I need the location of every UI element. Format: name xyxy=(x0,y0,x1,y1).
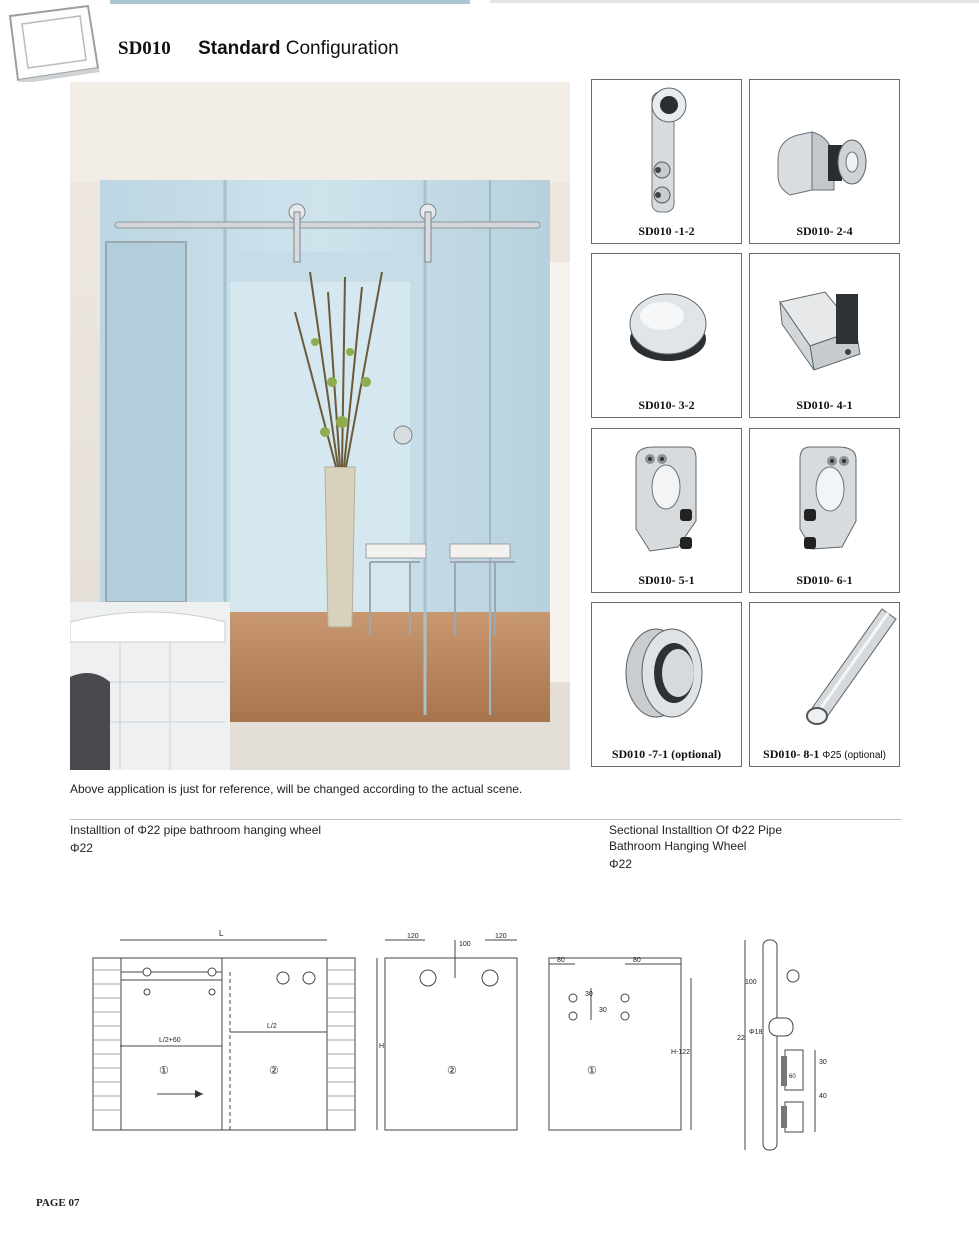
steel-pipe-icon xyxy=(750,603,901,768)
sec-dim-40: 40 xyxy=(819,1093,827,1100)
dim-120-left: 120 xyxy=(407,933,419,940)
panel-1-label: ① xyxy=(159,1065,169,1077)
application-photo xyxy=(70,82,570,770)
part-tile-1 xyxy=(591,79,742,244)
install-right-title-1: Sectional Installtion Of Φ22 Pipe xyxy=(609,823,783,837)
reference-note: Above application is just for reference, will be changed according to the actual scene. xyxy=(70,782,523,796)
top-accent-rule xyxy=(110,0,470,4)
part-code: SD010- 5-1 xyxy=(638,573,695,587)
dim-120-right: 120 xyxy=(495,933,507,940)
title-rest: Configuration xyxy=(285,38,399,59)
part-tile-3 xyxy=(591,253,742,418)
wall-pipe-bracket-left-icon xyxy=(592,429,743,594)
part-code-main: SD010- 8-1 xyxy=(763,747,820,761)
dim-L: L xyxy=(219,929,224,938)
part-code-suffix: Φ25 (optional) xyxy=(822,750,886,761)
model-code: SD010 xyxy=(118,38,171,59)
panel-2-label-b: ② xyxy=(447,1065,457,1077)
install-left-title: Installtion of Φ22 pipe bathroom hanging wheel xyxy=(70,823,322,837)
part-tile-4 xyxy=(749,253,900,418)
installation-drawings xyxy=(85,920,905,1160)
part-code: SD010- 4-1 xyxy=(796,398,853,412)
dim-L-half-60: L/2+60 xyxy=(159,1037,181,1044)
install-right-sub: Φ22 xyxy=(609,857,632,871)
sec-dim-30: 30 xyxy=(819,1059,827,1066)
section-divider xyxy=(70,819,902,820)
top-grey-rule xyxy=(490,0,979,3)
install-left-caption xyxy=(70,822,321,856)
dim-H-122: H-122 xyxy=(671,1049,691,1056)
part-code xyxy=(750,747,899,762)
install-left-sub: Φ22 xyxy=(70,841,93,855)
part-tile-7 xyxy=(591,602,742,767)
door-stopper-icon xyxy=(750,254,901,419)
part-code: SD010 -7-1 (optional) xyxy=(611,747,722,761)
page-number: PAGE 07 xyxy=(36,1197,80,1209)
dim-80-left: 80 xyxy=(557,957,565,964)
page-title xyxy=(118,38,399,60)
dim-80-right: 80 xyxy=(633,957,641,964)
install-right-title-2: Bathroom Hanging Wheel xyxy=(609,839,747,853)
dim-100: 100 xyxy=(459,941,471,948)
part-code: SD010- 2-4 xyxy=(796,224,853,238)
dim-30-b: 30 xyxy=(599,1007,607,1014)
roller-wheel-hanger-icon xyxy=(592,80,743,245)
part-tile-6 xyxy=(749,428,900,593)
wall-pipe-bracket-right-icon xyxy=(750,429,901,594)
sec-dim-18: Φ18 xyxy=(749,1029,763,1036)
glass-clamp-bracket-icon xyxy=(750,80,901,245)
part-code: SD010- 6-1 xyxy=(796,573,853,587)
dim-L-half: L/2 xyxy=(267,1023,277,1030)
sec-dim-22: 22 xyxy=(737,1035,745,1042)
install-right-caption xyxy=(609,822,782,872)
panel-1-label-b: ① xyxy=(587,1065,597,1077)
dim-H: H xyxy=(379,1043,385,1050)
sec-dim-60: 60 xyxy=(789,1074,796,1080)
part-tile-8 xyxy=(749,602,900,767)
sec-dim-100: 100 xyxy=(745,979,757,986)
dim-30-a: 30 xyxy=(585,991,593,998)
part-tile-5 xyxy=(591,428,742,593)
brand-logo-frame-icon xyxy=(2,2,102,82)
round-door-handle-icon xyxy=(592,603,743,768)
part-code: SD010 -1-2 xyxy=(638,224,695,238)
part-code: SD010- 3-2 xyxy=(638,398,695,412)
title-bold: Standard xyxy=(198,38,281,59)
panel-2-label: ② xyxy=(269,1065,279,1077)
end-cap-icon xyxy=(592,254,743,419)
part-tile-2 xyxy=(749,79,900,244)
